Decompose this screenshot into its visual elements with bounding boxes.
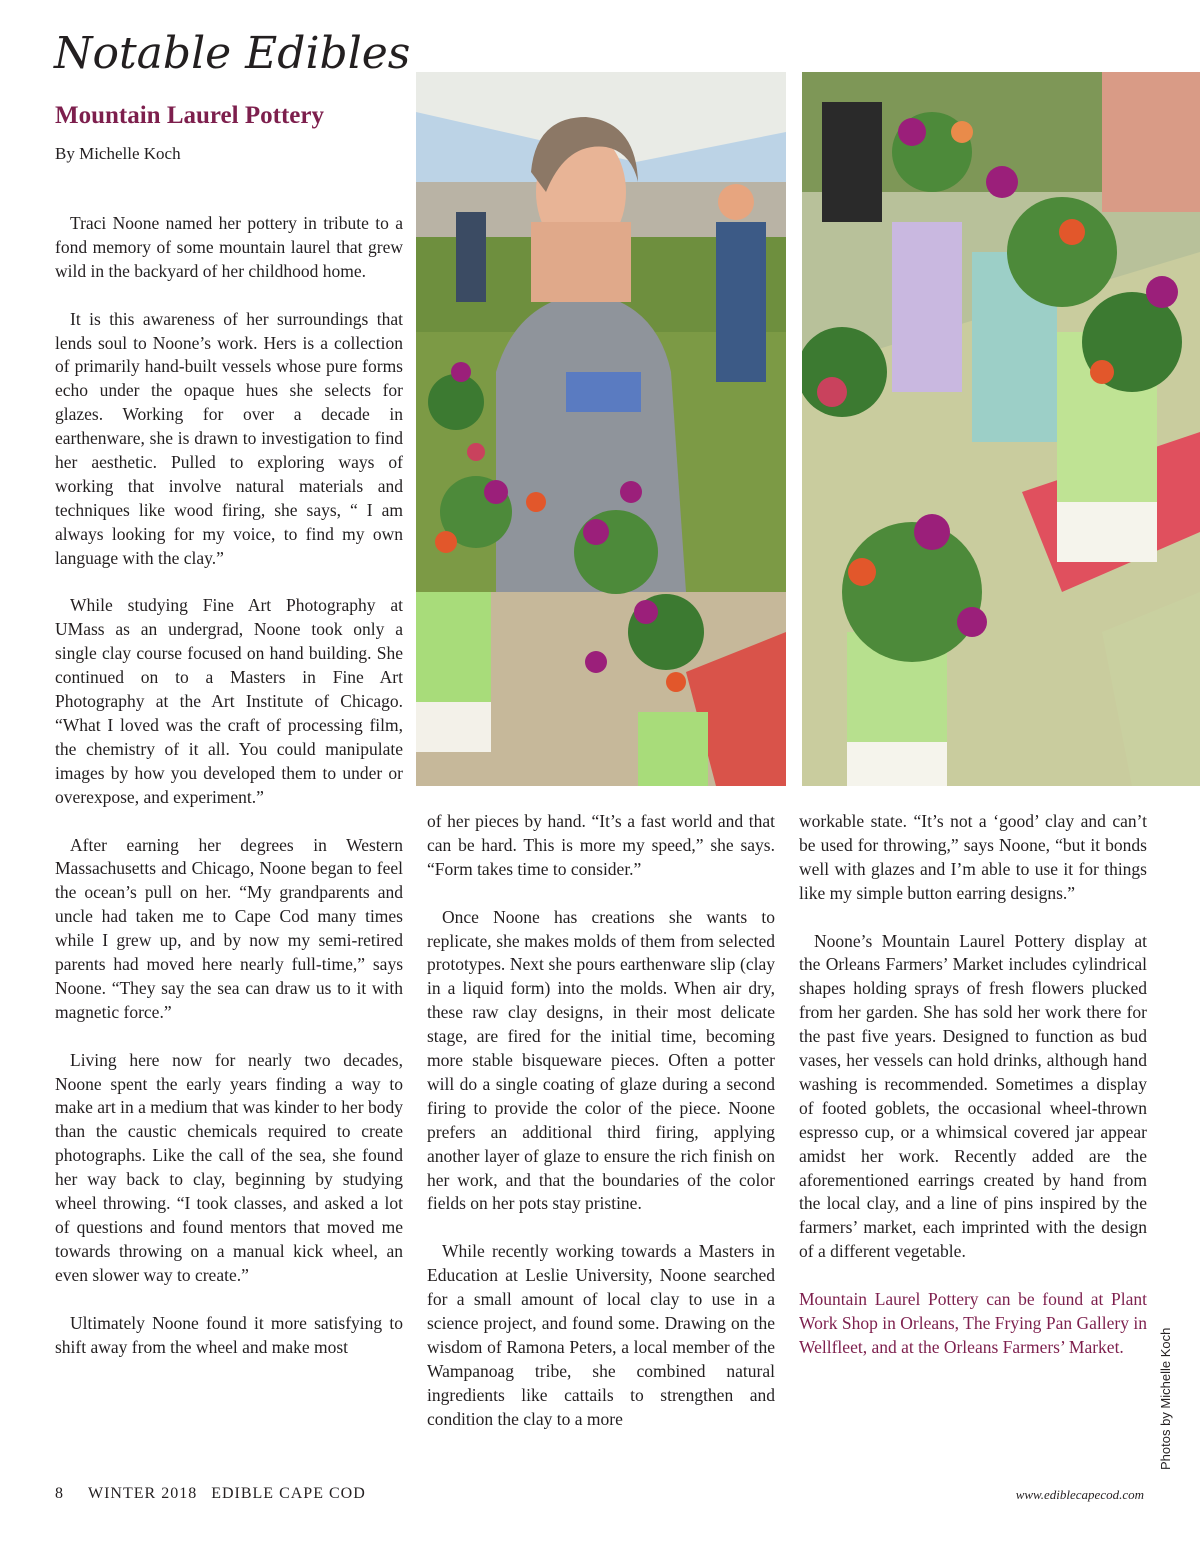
article-title: Mountain Laurel Pottery (55, 102, 324, 129)
paragraph: Once Noone has creations she wants to replicate, she makes molds of them from selected prototypes. Next she pours earthenware slip (clay in a liquid form) into the molds. When air dry, these raw clay designs, in their most delicate stage, are fired for the initial time, becoming more stable bisqueware pieces. Often a potter will do a single coating of glaze during a second firing to provide the color of the piece. Noone prefers an additional third firing, applying another layer of glaze to ensure the rich finish on her work, and that the boundaries of the color fields on her pots stay pristine. (427, 906, 775, 1214)
column-3 (799, 810, 1147, 1360)
footer-url[interactable]: www.ediblecapecod.com (1015, 1487, 1144, 1502)
vases-display-image (802, 72, 1200, 786)
photo-credit-text: Photos by Michelle Koch (1158, 1327, 1173, 1470)
paragraph: While recently working towards a Masters in Education at Leslie University, Noone searched for a small amount of local clay to use in a science project, and found some. Drawing on the wisdom of Ramona Peters, a local member of the Wampanoag tribe, she combined natural ingredients like cattails to strengthen and condition the clay to a more (427, 1241, 775, 1429)
page-number: 8 (55, 1485, 64, 1502)
paragraph: While studying Fine Art Photography at UMass as an undergrad, Noone took only a single clay course focused on hand building. She continued on to a Masters in Fine Art Photography at the Art Institute of Chicago. “What I loved was the craft of processing film, the chemistry of it all. You could manipulate images by how you developed them to under or overexpose, and experiment.” (55, 595, 403, 807)
photo-credit (1148, 1300, 1178, 1470)
section-header: Notable Edibles (54, 28, 411, 79)
paragraph: It is this awareness of her surroundings that lends soul to Noone’s work. Hers is a collection of primarily hand-built vessels whose pure forms echo under the opaque hues she selects for glazes. Working for over a decade in earthenware, she is drawn to investigation to find her aesthetic. Pulled to exploring ways of working that involve natural materials and techniques like wood firing, she says, “ I am always looking for my voice, to find my own language with the clay.” (55, 308, 403, 568)
paragraph: Noone’s Mountain Laurel Pottery display at the Orleans Farmers’ Market includes cylindrical shapes holding sprays of fresh flowers plucked from her garden. She has sold her work there for the past five years. Designed to function as bud vases, her vessels can hold drinks, although hand washing is recommended. Sometimes a display of footed goblets, the occasional wheel-thrown espresso cup, or a whimsical covered jar appear amidst her work. Recently added are the aforementioned earrings created by hand from the local clay, and a line of pins inspired by the farmers’ market, each imprinted with the design of a different vegetable. (799, 930, 1147, 1262)
paragraph: Ultimately Noone found it more satisfying to shift away from the wheel and make most (55, 1312, 403, 1357)
photo-vases-display (802, 72, 1200, 786)
paragraph: of her pieces by hand. “It’s a fast world and that can be hard. This is more my speed,” she says. “Form takes time to consider.” (427, 811, 775, 879)
paragraph: Living here now for nearly two decades, Noone spent the early years finding a way to make art in a medium that was kinder to her body than the caustic chemicals required to create photographs. Like the call of the sea, she found her way back to clay, beginning by studying wheel throwing. “I took classes, and asked a lot of questions and found mentors that moved me towards throwing on a manual kick wheel, an even slower way to create.” (55, 1049, 403, 1285)
potter-portrait-image (416, 72, 786, 786)
availability-note: Mountain Laurel Pottery can be found at Plant Work Shop in Orleans, The Frying Pan Gallery in Wellfleet, and at the Orleans Farmers’ Market. (799, 1289, 1147, 1357)
paragraph: Traci Noone named her pottery in tribute to a fond memory of some mountain laurel that grew wild in the backyard of her childhood home. (55, 213, 403, 281)
column-1 (55, 212, 403, 1359)
magazine-name: EDIBLE CAPE COD (211, 1485, 366, 1502)
paragraph: workable state. “It’s not a ‘good’ clay and can’t be used for throwing,” says Noone, “but it bonds well with glazes and I’m able to use it for things like my simple button earring designs.” (799, 811, 1147, 903)
footer-left (55, 1484, 366, 1504)
column-2 (427, 810, 775, 1432)
photo-potter-portrait (416, 72, 786, 786)
byline: By Michelle Koch (55, 144, 181, 163)
paragraph: After earning her degrees in Western Massachusetts and Chicago, Noone began to feel the ocean’s pull on her. “My grandparents and uncle had taken me to Cape Cod many times while I grew up, and by now my semi-retired parents had moved here nearly full-time,” says Noone. “They say the sea can draw us to it with magnetic force.” (55, 834, 403, 1022)
issue-label: WINTER 2018 (88, 1485, 198, 1502)
